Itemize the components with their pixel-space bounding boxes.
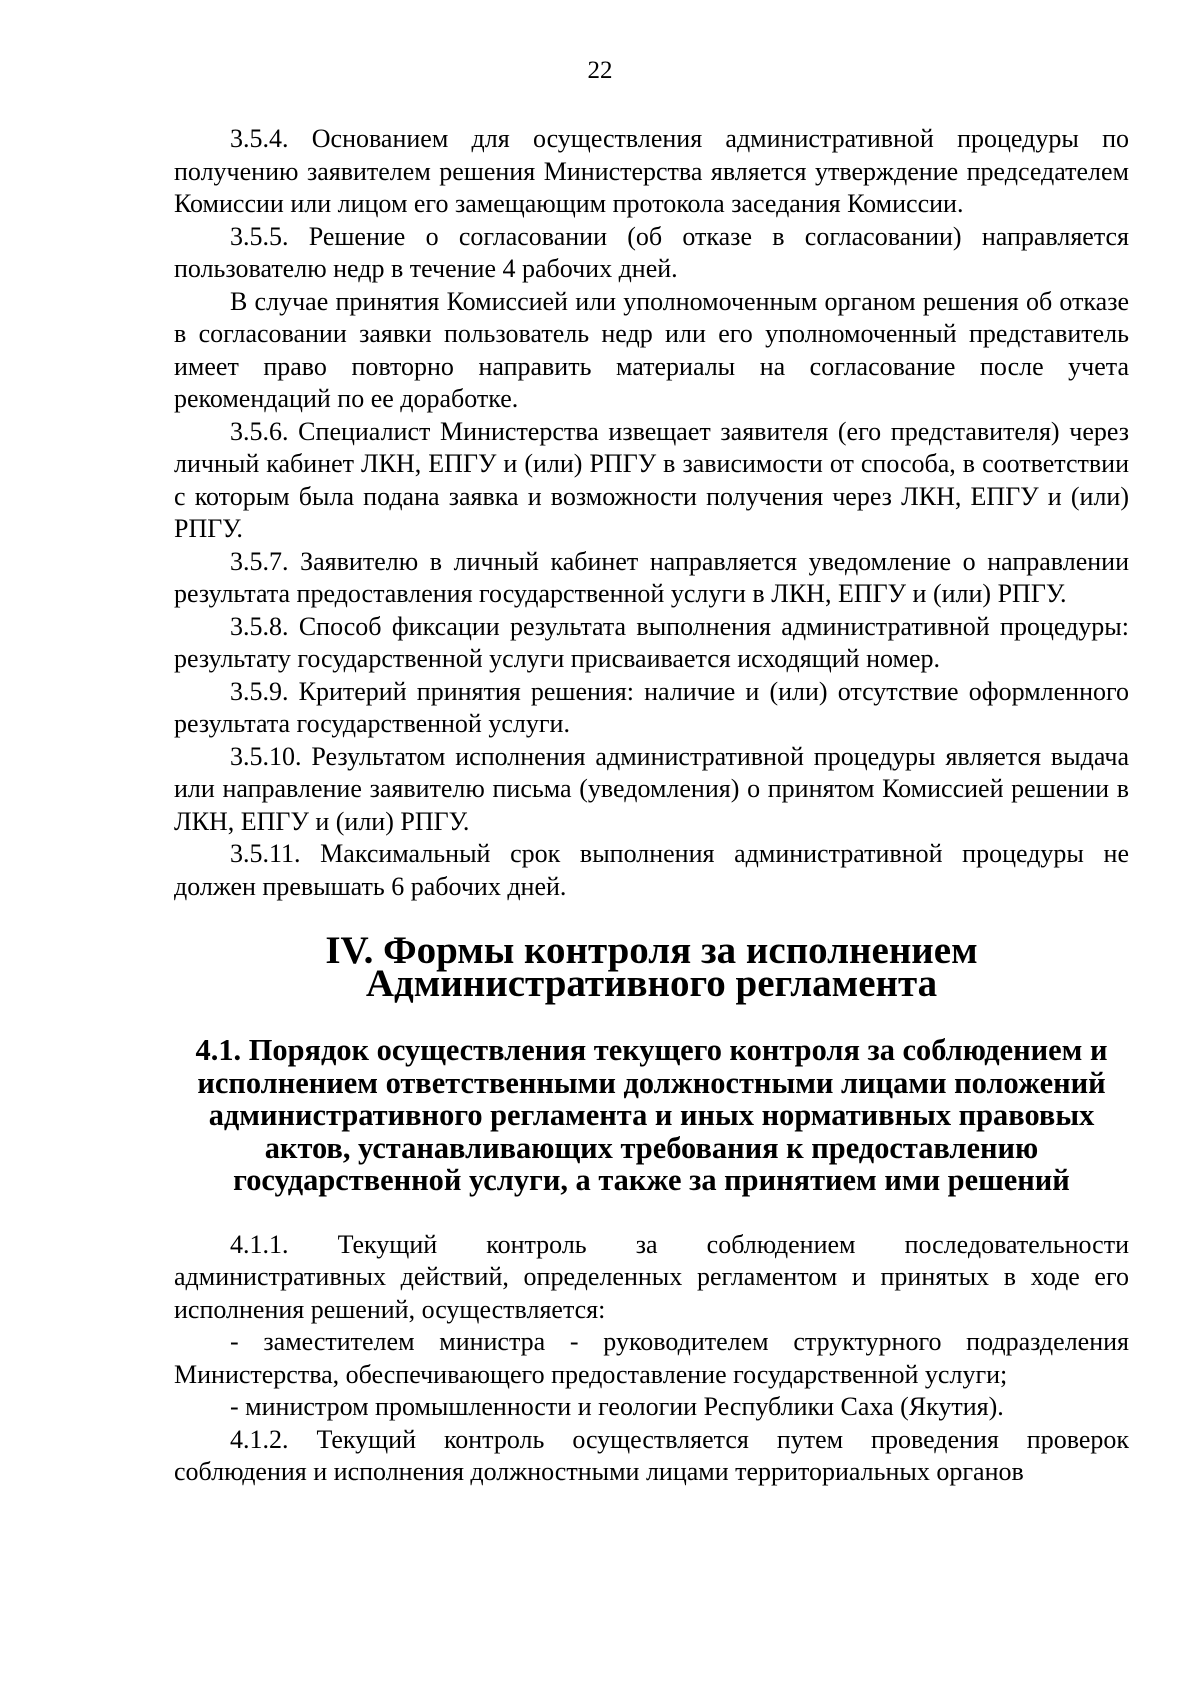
page-number: 22 [587, 57, 613, 84]
paragraph-3-5-6: 3.5.6. Специалист Министерства извещает заявителя (его представителя) через личный кабинет ЛКН, ЕПГУ и (или) РПГУ в зависимости от способа, в соответствии с которым была подана заявка и возможности получения через ЛКН, ЕПГУ и (или) РПГУ. [174, 416, 1129, 543]
paragraph-3-5-7: 3.5.7. Заявителю в личный кабинет направляется уведомление о направлении результата предоставления государственной услуги в ЛКН, ЕПГУ и (или) РПГУ. [174, 546, 1129, 608]
paragraph-3-5-4: 3.5.4. Основанием для осуществления административной процедуры по получению заявителем решения Министерства является утверждение председателем Комиссии или лицом его замещающим протокола заседания Комиссии. [174, 124, 1129, 218]
paragraph-3-5-10: 3.5.10. Результатом исполнения административной процедуры является выдача или направление заявителю письма (уведомления) о принятом Комиссией решении в ЛКН, ЕПГУ и (или) РПГУ. [174, 741, 1129, 836]
list-item-minister: - министром промышленности и геологии Республики Саха (Якутия). [230, 1392, 1004, 1421]
paragraph-refusal-case: В случае принятия Комиссией или уполномоченным органом решения об отказе в согласовании заявки пользователь недр или его уполномоченный представитель имеет право повторно направить материалы на согласование после учета рекомендаций по ее доработке. [174, 286, 1129, 413]
paragraph-3-5-11: 3.5.11. Максимальный срок выполнения административной процедуры не должен превышать 6 рабочих дней. [174, 839, 1129, 901]
section-heading: IV. Формы контроля за исполнением Административного регламента [325, 929, 978, 1005]
paragraph-3-5-5: 3.5.5. Решение о согласовании (об отказе в согласовании) направляется пользователю недр в течение 4 рабочих дней. [174, 221, 1129, 283]
document-body [174, 123, 1129, 1489]
subsection-heading: 4.1. Порядок осуществления текущего контроля за соблюдением и исполнением ответственными должностными лицами положений административного регламента и иных нормативных правовых актов, устанавливающих требования к предоставлению государственной услуги, а также за принятием ими решений [195, 1033, 1108, 1197]
list-item-deputy-minister: - заместителем министра - руководителем структурного подразделения Министерства, обеспечивающего предоставление государственной услуги; [174, 1327, 1129, 1389]
paragraph-3-5-9: 3.5.9. Критерий принятия решения: наличие и (или) отсутствие оформленного результата государственной услуги. [174, 676, 1129, 738]
paragraph-4-1-1: 4.1.1. Текущий контроль за соблюдением последовательности административных действий, определенных регламентом и принятых в ходе его исполнения решений, осуществляется: [174, 1229, 1129, 1324]
paragraph-3-5-8: 3.5.8. Способ фиксации результата выполнения административной процедуры: результату государственной услуги присваивается исходящий номер. [174, 611, 1129, 673]
paragraph-4-1-2: 4.1.2. Текущий контроль осуществляется путем проведения проверок соблюдения и исполнения должностными лицами территориальных органов [174, 1424, 1129, 1486]
